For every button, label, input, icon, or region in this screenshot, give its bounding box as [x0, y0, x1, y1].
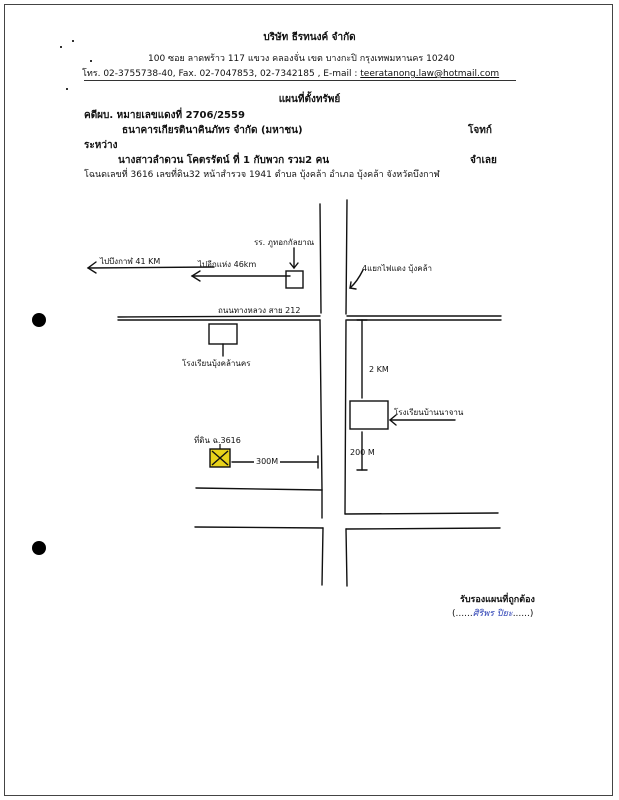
between-label: ระหว่าง: [84, 140, 118, 151]
label-dist-200m: 200 M: [350, 448, 375, 457]
plaintiff-role: โจทก์: [468, 125, 492, 136]
bottom-road-right-top: [346, 528, 500, 529]
road-lower-right-edge: [345, 320, 346, 514]
school-right-box: [350, 401, 388, 429]
contact-email-link[interactable]: teeratanong.law@hotmail.com: [360, 69, 500, 79]
label-dist-2km: 2 KM: [369, 365, 389, 374]
school-left-box: [209, 324, 237, 344]
road-upper-left-edge: [320, 204, 321, 313]
company-name: บริษัท ธีรทนงค์ จำกัด: [263, 32, 356, 43]
bottom-road-left-edge: [322, 528, 323, 585]
road-upper-right-edge: [346, 200, 347, 314]
label-school-top: รร. ภูทอกกัลยาณ: [254, 238, 315, 247]
company-address: 100 ซอย ลาดพร้าว 117 แขวง คลองจั่น เขต บางกะปิ กรุงเทพมหานคร 10240: [148, 54, 455, 64]
bottom-road-left-top: [195, 527, 323, 528]
case-number: คดีผบ. หมายเลขแดงที่ 2706/2559: [84, 110, 245, 121]
contact-phone-fax: โทร. 02-3755738-40, Fax. 02-7047853, 02-7342185 , E-mail :: [82, 69, 361, 79]
signature-open: (......: [452, 609, 473, 619]
certification-label: รับรองแผนที่ถูกต้อง: [460, 595, 535, 605]
side-road-top: [196, 488, 322, 490]
label-highway-212: ถนนทางหลวง สาย 212: [218, 306, 301, 315]
school-top-box: [286, 271, 303, 288]
label-dist-300m: 300M: [256, 457, 279, 466]
deed-details: โฉนดเลขที่ 3616 เลขที่ดิน32 หน้าสำรวจ 1941 ตำบล บุ้งคล้า อำเภอ บุ้งคล้า จังหวัดบึงกาฬ: [84, 170, 440, 180]
label-school-left: โรงเรียนบุ้งคล้านคร: [182, 359, 251, 368]
plaintiff-name: ธนาคารเกียรตินาคินภัทร จำกัด (มหาชน): [122, 125, 303, 136]
label-deed-mark: ที่ดิน ฉ.3616: [194, 436, 241, 445]
bottom-road-right-edge: [346, 529, 347, 586]
signature-close: ......): [512, 609, 534, 619]
signature-line: [452, 606, 533, 620]
document-title: แผนที่ตั้งทรัพย์: [278, 94, 341, 105]
defendant-role: จำเลย: [470, 155, 497, 166]
defendant-name: นางสาวลำดวน โคตรรัตน์ ที่ 1 กับพวก รวม2 คน: [118, 155, 330, 166]
road-lower-left-edge: [320, 320, 322, 490]
label-traffic-light: 4แยกไฟแดง บุ้งคล้า: [362, 264, 432, 273]
label-school-right: โรงเรียนบ้านนาจาน: [394, 408, 464, 417]
label-to-bueng-kan: ไปบึงกาฬ 41 KM: [100, 257, 161, 266]
signature-ink: ศิริพร ปิยะ: [472, 609, 513, 619]
side-road-right-top: [345, 513, 498, 514]
label-to-another: ไปอีกแห่ง 46km: [198, 260, 257, 269]
